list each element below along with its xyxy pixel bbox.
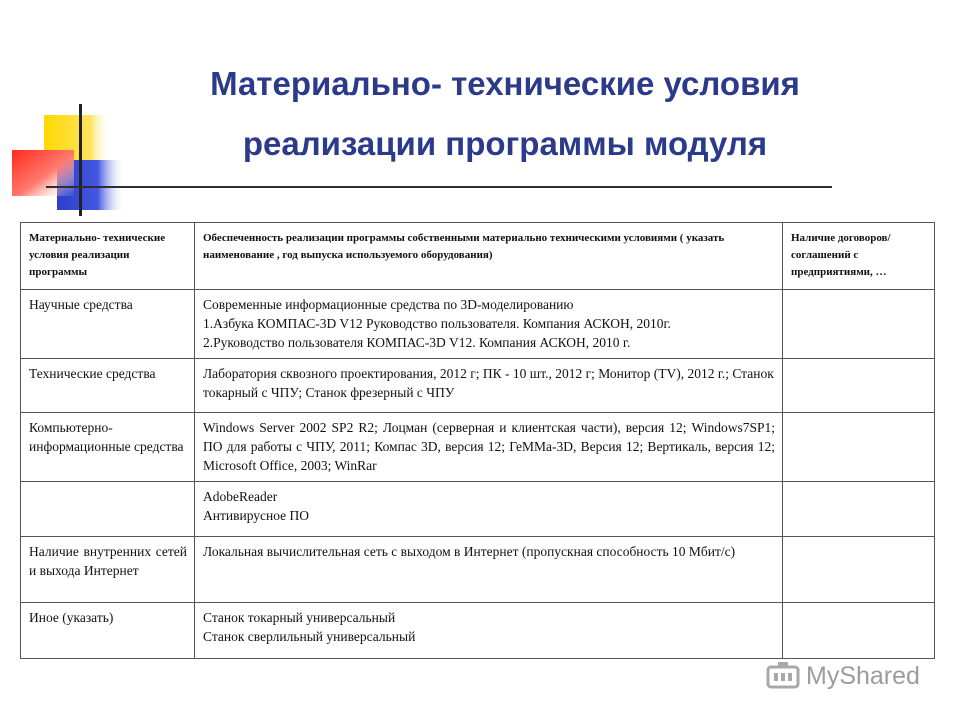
row-provision — [195, 359, 783, 413]
row-category: Наличие внутренних сетей и выхода Интернет — [21, 537, 195, 603]
provision-line: 1.Азбука КОМПАС-3D V12 Руководство пользователя. Компания АСКОН, 2010г. — [203, 316, 671, 331]
conditions-table — [20, 222, 935, 659]
title-line-1: Материально- технические условия — [210, 65, 800, 102]
row-agreements — [783, 290, 935, 359]
row-provision — [195, 413, 783, 482]
row-category: Компьютерно- информационные средства — [21, 413, 195, 482]
row-category: Научные средства — [21, 290, 195, 359]
row-provision — [195, 537, 783, 603]
shared-icon — [766, 661, 800, 691]
provision-line: 2.Руководство пользователя КОМПАС-3D V12. Компания АСКОН, 2010 г. — [203, 335, 631, 350]
row-category: Иное (указать) — [21, 603, 195, 659]
row-agreements — [783, 482, 935, 537]
title-line-2: реализации программы модуля — [242, 125, 768, 162]
table-row — [21, 359, 935, 413]
table-row — [21, 413, 935, 482]
row-agreements — [783, 537, 935, 603]
title-underline — [46, 186, 832, 188]
provision-line: Современные информационные средства по 3D-моделированию — [203, 297, 574, 312]
slide-title — [100, 54, 910, 174]
provision-line: AdobeReader — [203, 489, 278, 504]
provision-line: Windows Server 2002 SP2 R2; Лоцман (серверная и клиентская части), версия 12; Windows7SP1; ПО для работы с ЧПУ, 2011; Компас 3D, версия 12; ГеММа-3D, Версия 12; Вертикаль, версия 12; Microsoft Office, 2003; WinRar — [203, 420, 775, 473]
vertical-line — [79, 104, 82, 216]
header-provision: Обеспеченность реализации программы собственными материально техническими условиями ( указать наименование , год выпуска используемого оборудования) — [195, 223, 783, 290]
provision-line: Антивирусное ПО — [203, 508, 310, 523]
provision-line: Станок токарный универсальный — [203, 610, 396, 625]
provision-line: Лаборатория сквозного проектирования, 2012 г; ПК - 10 шт., 2012 г; Монитор (TV), 2012 г.; Станок токарный с ЧПУ; Станок фрезерный с ЧПУ — [203, 366, 774, 400]
table-row — [21, 482, 935, 537]
watermark-text: MyShared — [806, 661, 920, 690]
table-header-row — [21, 223, 935, 290]
row-agreements — [783, 359, 935, 413]
row-agreements — [783, 603, 935, 659]
header-agreements: Наличие договоров/ соглашений с предприятиями, … — [783, 223, 935, 290]
table-row — [21, 537, 935, 603]
header-conditions: Материально- технические условия реализации программы — [21, 223, 195, 290]
table-row — [21, 603, 935, 659]
provision-line: Локальная вычислительная сеть с выходом в Интернет (пропускная способность 10 Мбит/с) — [203, 544, 736, 559]
table-row — [21, 290, 935, 359]
myshared-watermark — [766, 656, 920, 696]
row-provision — [195, 290, 783, 359]
row-category: Технические средства — [21, 359, 195, 413]
row-category — [21, 482, 195, 537]
row-provision — [195, 603, 783, 659]
red-square — [12, 150, 74, 196]
provision-line: Станок сверлильный универсальный — [203, 629, 416, 644]
row-provision — [195, 482, 783, 537]
row-agreements — [783, 413, 935, 482]
